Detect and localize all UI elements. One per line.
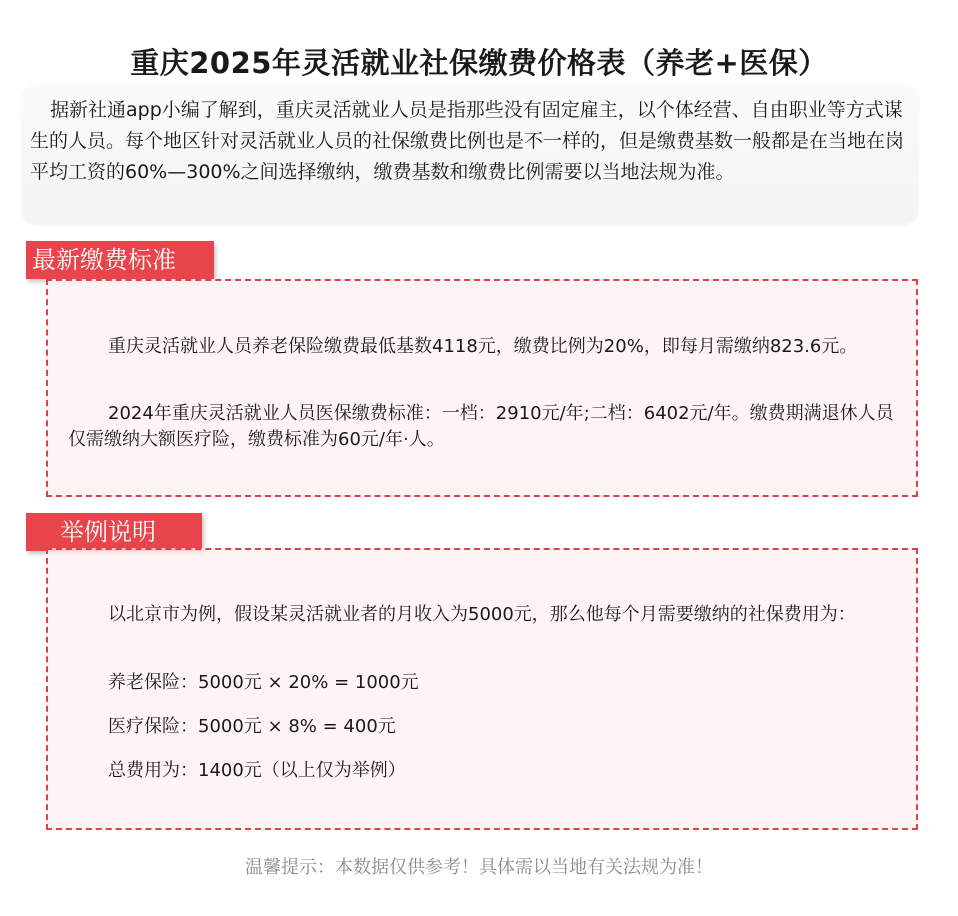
footer-note: 温馨提示：本数据仅供参考！具体需以当地有关法规为准！	[245, 857, 713, 878]
example-intro-paragraph: 以北京市为例，假设某灵活就业者的月收入为5000元，那么他每个月需要缴纳的社保费用为：	[108, 604, 856, 625]
medical-standard-paragraph: 2024年重庆灵活就业人员医保缴费标准：一档：2910元/年;二档：6402元/年。缴费期满退休人员仅需缴纳大额医疗险，缴费标准为60元/年·人。	[68, 403, 894, 450]
page-title: 重庆2025年灵活就业社保缴费价格表（养老+医保）	[130, 46, 828, 81]
pension-standard-paragraph: 重庆灵活就业人员养老保险缴费最低基数4118元，缴费比例为20%，即每月需缴纳823.6元。	[108, 336, 858, 357]
standard-content-box	[46, 279, 918, 497]
example-total-line: 总费用为：1400元（以上仅为举例）	[108, 760, 406, 781]
section-heading-latest-standard: 最新缴费标准	[26, 241, 214, 279]
intro-text: 据新社通app小编了解到，重庆灵活就业人员是指那些没有固定雇主，以个体经营、自由职业等方式谋生的人员。每个地区针对灵活就业人员的社保缴费比例也是不一样的，但是缴费基数一般都是在当地在岗平均工资的60%—300%之间选择缴纳，缴费基数和缴费比例需要以当地法规为准。	[30, 99, 905, 183]
example-medical-line: 医疗保险：5000元 × 8% = 400元	[108, 716, 396, 737]
example-pension-line: 养老保险：5000元 × 20% = 1000元	[108, 672, 419, 693]
section-heading-example: 举例说明	[26, 513, 202, 551]
